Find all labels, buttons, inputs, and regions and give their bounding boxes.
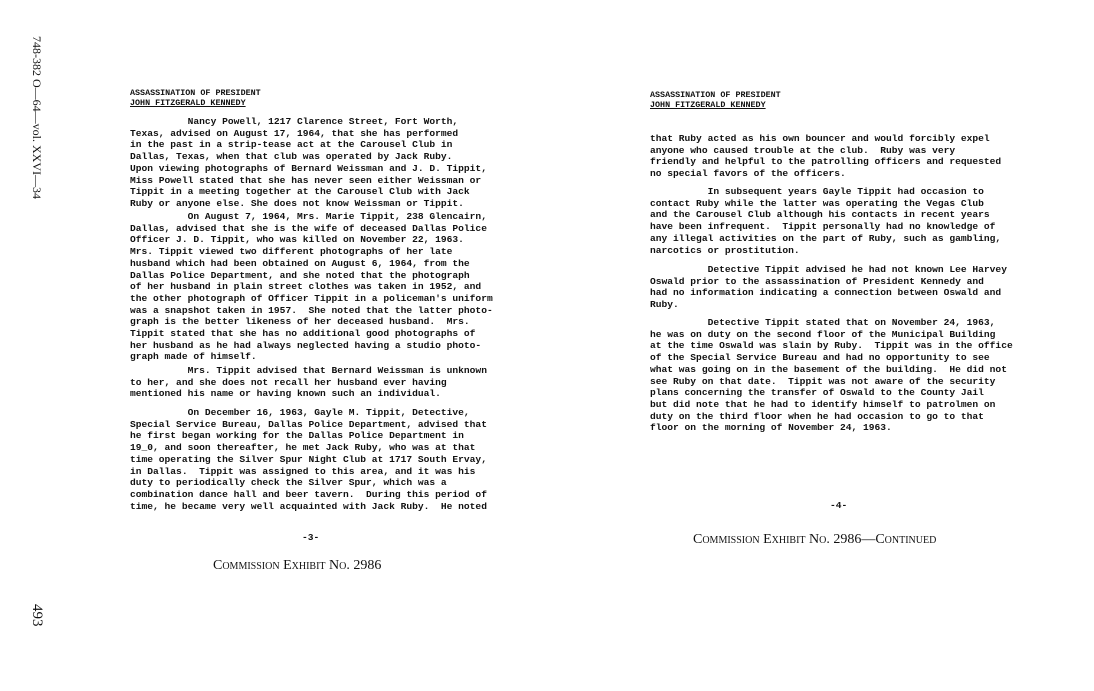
paragraph: On August 7, 1964, Mrs. Marie Tippit, 238 Glencairn, Dallas, advised that she is the wife of deceased Dallas Police Officer J. D. Tippit, who was killed on November 22, 1963. Mrs. Tippit viewed two different photographs of her late husband which had been obtained on August 6, 1964, from the Dallas Police Department, and she noted that the photograph of her husband in plain street clothes was taken in 1952, and the other photograph of Officer Tippit in a policeman's uniform was a snapshot taken in 1957. She noted that the latter photo- graph is the better likeness of her deceased husband. Mrs. Tippit stated that she has no additional good photographs of her husband as he had always neglected having a studio photo- graph made of himself. xyxy=(130,211,493,363)
volume-reference: 748-382 O—64—vol. XXVI—34 xyxy=(30,36,44,199)
left-page-header xyxy=(130,88,261,108)
paragraph: On December 16, 1963, Gayle M. Tippit, Detective, Special Service Bureau, Dallas Police Department, advised that he first began working for the Dallas Police Department in 19_0, and soon thereafter, he met Jack Ruby, who was at that time operating the Silver Spur Night Club at 1717 South Ervay, in Dallas. Tippit was assigned to this area, and it was his duty to periodically check the Silver Spur, which was a combination dance hall and beer tavern. During this period of time, he became very well acquainted with Jack Ruby. He noted xyxy=(130,407,487,512)
paragraph: Nancy Powell, 1217 Clarence Street, Fort Worth, Texas, advised on August 17, 1964, that she has performed in the past in a strip-tease act at the Carousel Club in Dallas, Texas, when that club was operated by Jack Ruby. Upon viewing photographs of Bernard Weissman and J. D. Tippit, Miss Powell stated that she has never seen either Weissman or Tippit in a meeting together at the Carousel Club with Jack Ruby or anyone else. She does not know Weissman or Tippit. xyxy=(130,116,487,209)
page-number-right: -4- xyxy=(830,500,848,511)
header-line-2: JOHN FITZGERALD KENNEDY xyxy=(130,98,246,108)
page-number-left: -3- xyxy=(302,532,320,543)
exhibit-caption-left: Commission Exhibit No. 2986 xyxy=(213,558,382,573)
paragraph: Detective Tippit stated that on November 24, 1963, he was on duty on the second floor of the Municipal Building at the time Oswald was slain by Ruby. Tippit was in the office of the Special Service Bureau and had no opportunity to see what was going on in the basement of the building. He did not see Ruby on that date. Tippit was not aware of the security plans concerning the transfer of Oswald to the County Jail but did note that he had to identify himself to patrolmen on duty on the third floor when he had occasion to go to that floor on the morning of November 24, 1963. xyxy=(650,317,1013,434)
right-page-header xyxy=(650,90,781,110)
exhibit-caption-right: Commission Exhibit No. 2986—Continued xyxy=(693,532,937,547)
header-line-2: JOHN FITZGERALD KENNEDY xyxy=(650,100,766,110)
paragraph: In subsequent years Gayle Tippit had occasion to contact Ruby while the latter was operating the Vegas Club and the Carousel Club although his contacts in recent years have been infrequent. Tippit personally had no knowledge of any illegal activities on the part of Ruby, such as gambling, narcotics or prostitution. xyxy=(650,186,1002,256)
book-page-number: 493 xyxy=(29,604,45,627)
header-line-1: ASSASSINATION OF PRESIDENT xyxy=(650,90,781,100)
paragraph: Mrs. Tippit advised that Bernard Weissman is unknown to her, and she does not recall her husband ever having mentioned his name or having known such an individual. xyxy=(130,365,487,400)
header-line-1: ASSASSINATION OF PRESIDENT xyxy=(130,88,261,98)
paragraph: Detective Tippit advised he had not known Lee Harvey Oswald prior to the assassination of President Kennedy and had no information indicating a connection between Oswald and Ruby. xyxy=(650,264,1007,311)
paragraph: that Ruby acted as his own bouncer and would forcibly expel anyone who caused trouble at the club. Ruby was very friendly and helpful to the patrolling officers and requested no special favors of the officers. xyxy=(650,133,1002,180)
